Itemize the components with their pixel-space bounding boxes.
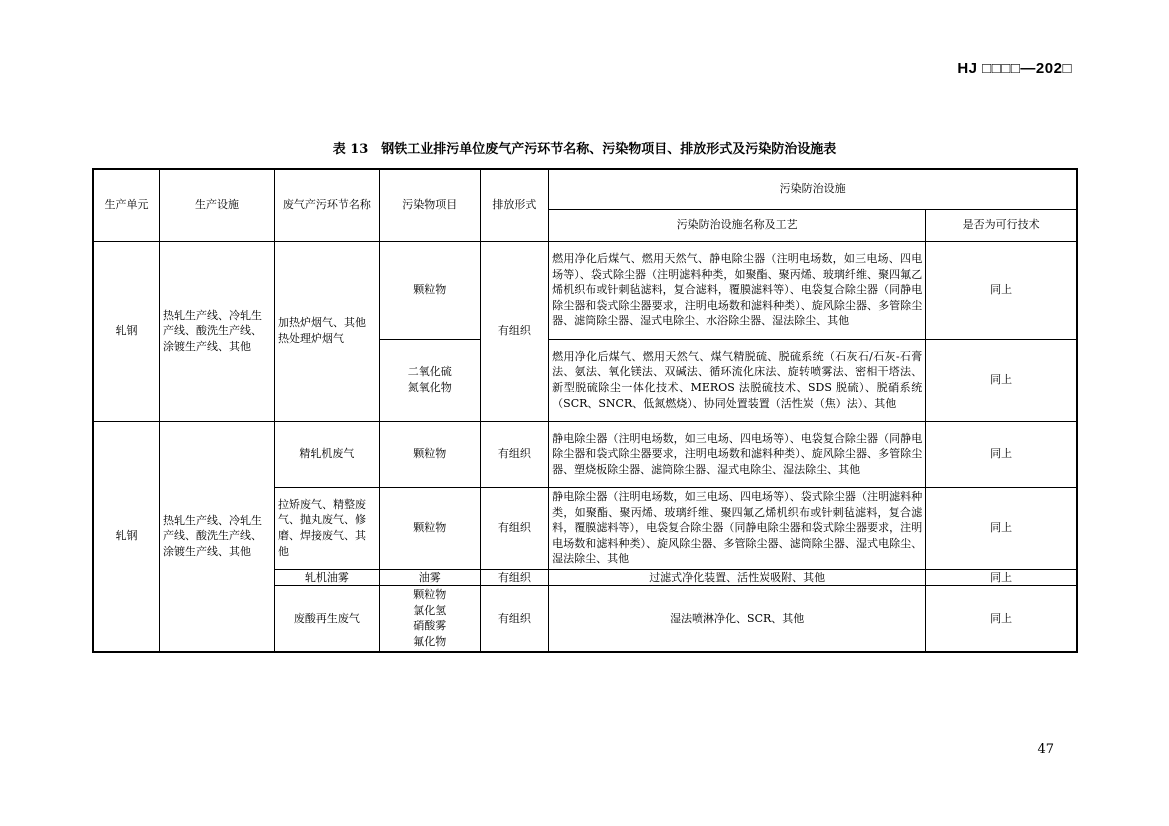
cell-source: 精轧机废气 — [274, 421, 379, 487]
cell-source: 拉矫废气、精整废气、抛丸废气、修磨、焊接废气、其他 — [274, 487, 379, 569]
cell-facility: 热轧生产线、冷轧生产线、酸洗生产线、涂镀生产线、其他 — [160, 241, 275, 421]
cell-emission: 有组织 — [480, 487, 549, 569]
cell-feasible: 同上 — [926, 487, 1077, 569]
cell-pollutant: 颗粒物 氯化氢 硝酸雾 氟化物 — [379, 586, 480, 652]
cell-emission: 有组织 — [480, 421, 549, 487]
header-unit: 生产单元 — [93, 169, 160, 241]
pollution-control-table — [92, 168, 1078, 653]
cell-source: 轧机油雾 — [274, 569, 379, 586]
cell-feasible: 同上 — [926, 339, 1077, 421]
cell-feasible: 同上 — [926, 586, 1077, 652]
cell-control: 燃用净化后煤气、燃用天然气、煤气精脱硫、脱硫系统（石灰石/石灰-石膏法、氨法、氧化镁法、双碱法、循环流化床法、旋转喷雾法、密相干塔法、新型脱硫除尘一体化技术、MEROS 法脱硫技术、SDS 脱硫）、脱硝系统（SCR、SNCR、低氮燃烧）、协同处置装置（活性炭（焦）法）、其他 — [549, 339, 926, 421]
cell-feasible: 同上 — [926, 421, 1077, 487]
header-facility: 生产设施 — [160, 169, 275, 241]
cell-feasible: 同上 — [926, 241, 1077, 339]
header-pollutant: 污染物项目 — [379, 169, 480, 241]
cell-pollutant: 二氧化硫 氮氧化物 — [379, 339, 480, 421]
cell-feasible: 同上 — [926, 569, 1077, 586]
cell-control: 静电除尘器（注明电场数，如三电场、四电场等）、电袋复合除尘器（同静电除尘器和袋式除尘器要求，注明电场数和滤料种类）、旋风除尘器、多管除尘器、塑烧板除尘器、滤筒除尘器、湿式电除尘、湿法除尘、其他 — [549, 421, 926, 487]
cell-source: 加热炉烟气、其他热处理炉烟气 — [274, 241, 379, 421]
cell-pollutant: 颗粒物 — [379, 421, 480, 487]
cell-control: 静电除尘器（注明电场数，如三电场、四电场等）、袋式除尘器（注明滤料种类，如聚酯、聚丙烯、玻璃纤维、聚四氟乙烯机织布或针刺毡滤料，复合滤料，覆膜滤料等），电袋复合除尘器（同静电除尘器和袋式除尘器要求，注明电场数和滤料种类）、旋风除尘器、多管除尘器、滤筒除尘器、湿式电除尘、湿法除尘、其他 — [549, 487, 926, 569]
cell-emission: 有组织 — [480, 569, 549, 586]
document-code: HJ □□□□—202□ — [957, 60, 1072, 77]
table-row — [93, 421, 1077, 487]
header-control: 污染防治设施 — [549, 169, 1077, 209]
page-number: 47 — [1037, 742, 1054, 757]
header-feasible: 是否为可行技术 — [926, 209, 1077, 241]
table-row — [93, 241, 1077, 339]
header-source: 废气产污环节名称 — [274, 169, 379, 241]
header-control-name: 污染防治设施名称及工艺 — [549, 209, 926, 241]
header-emission: 排放形式 — [480, 169, 549, 241]
cell-source: 废酸再生废气 — [274, 586, 379, 652]
cell-facility: 热轧生产线、冷轧生产线、酸洗生产线、涂镀生产线、其他 — [160, 421, 275, 652]
cell-emission: 有组织 — [480, 241, 549, 421]
cell-pollutant: 颗粒物 — [379, 487, 480, 569]
table-caption: 表 13 钢铁工业排污单位废气产污环节名称、污染物项目、排放形式及污染防治设施表 — [332, 142, 837, 157]
cell-control: 过滤式净化装置、活性炭吸附、其他 — [549, 569, 926, 586]
cell-control: 湿法喷淋净化、SCR、其他 — [549, 586, 926, 652]
cell-unit: 轧钢 — [93, 241, 160, 421]
cell-emission: 有组织 — [480, 586, 549, 652]
cell-control: 燃用净化后煤气、燃用天然气、静电除尘器（注明电场数，如三电场、四电场等）、袋式除尘器（注明滤料种类，如聚酯、聚丙烯、玻璃纤维、聚四氟乙烯机织布或针刺毡滤料，复合滤料，覆膜滤料等）、电袋复合除尘器（同静电除尘器和袋式除尘器要求，注明电场数和滤料种类）、旋风除尘器、多管除尘器、滤筒除尘器、湿式电除尘、水浴除尘器、湿法除尘、其他 — [549, 241, 926, 339]
cell-pollutant: 颗粒物 — [379, 241, 480, 339]
cell-unit: 轧钢 — [93, 421, 160, 652]
cell-pollutant: 油雾 — [379, 569, 480, 586]
header-row-1 — [93, 169, 1077, 209]
